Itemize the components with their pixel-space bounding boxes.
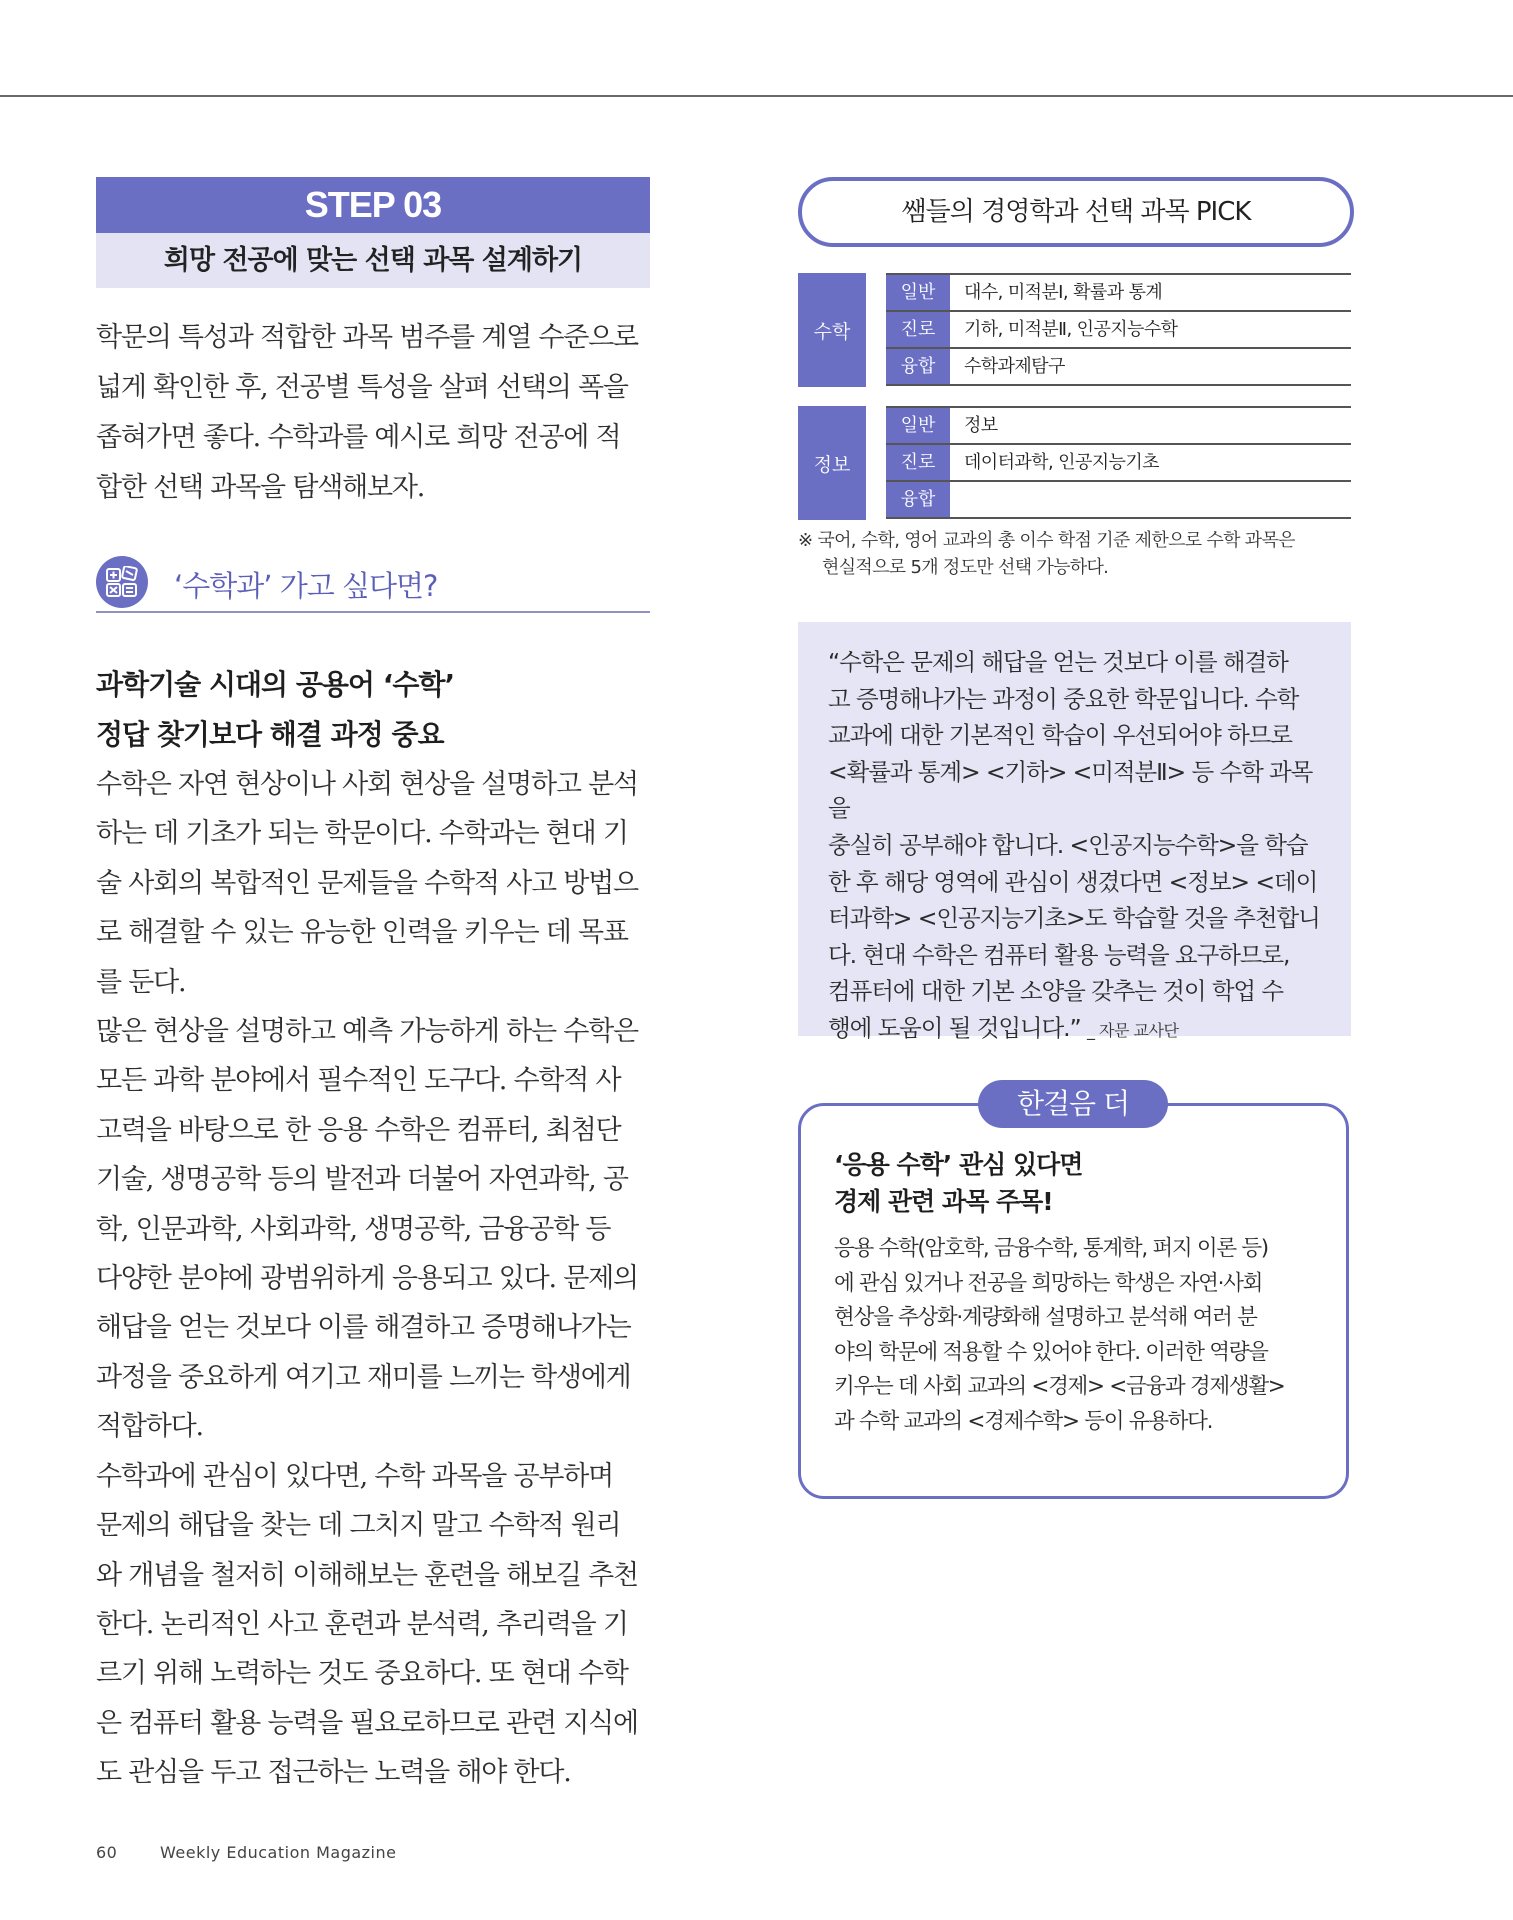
more-line: 과 수학 교과의 <경제수학> 등이 유용하다.	[834, 1408, 1213, 1434]
subject-courses: 데이터과학, 인공지능기초	[964, 452, 1159, 473]
more-line: 현상을 추상화·계량화해 설명하고 분석해 여러 분	[834, 1305, 1257, 1330]
body-line: 술 사회의 복합적인 문제들을 수학적 사고 방법으	[96, 867, 638, 899]
subject-courses: 정보	[964, 415, 998, 436]
pick-title: 쌤들의 경영학과 선택 과목 PICK	[798, 177, 1354, 247]
quote-last-line: 행에 도움이 될 것입니다.”	[828, 1013, 1081, 1042]
subject-row	[886, 349, 1351, 386]
quote-line: 다. 현대 수학은 컴퓨터 활용 능력을 요구하므로,	[828, 940, 1290, 969]
body-line: 와 개념을 철저히 이해해보는 훈련을 해보길 추천	[96, 1559, 638, 1591]
body-line: 적합하다.	[96, 1411, 203, 1443]
more-headline	[834, 1146, 1314, 1220]
intro-line: 학문의 특성과 적합한 과목 범주를 계열 수준으로	[96, 322, 638, 353]
body-line: 수학과에 관심이 있다면, 수학 과목을 공부하며	[96, 1460, 614, 1492]
quote-line: 교과에 대한 기본적인 학습이 우선되어야 하므로	[828, 721, 1292, 750]
top-rule	[0, 95, 1513, 97]
subject-category: 일반	[886, 275, 950, 310]
subject-category: 일반	[886, 408, 950, 443]
quote-line-last	[828, 1010, 1323, 1050]
body-line: 한다. 논리적인 사고 훈련과 분석력, 추리력을 기	[96, 1608, 628, 1640]
intro-line: 합한 선택 과목을 탐색해보자.	[96, 472, 425, 503]
intro-line: 좁혀가면 좋다. 수학과를 예시로 희망 전공에 적	[96, 422, 621, 453]
quote-line: “수학은 문제의 해답을 얻는 것보다 이를 해결하	[828, 648, 1288, 676]
subject-row	[886, 445, 1351, 482]
article-body	[96, 760, 650, 1798]
quote-text	[828, 644, 1323, 1050]
body-line: 학, 인문과학, 사회과학, 생명공학, 금융공학 등	[96, 1213, 611, 1245]
article-headline	[96, 660, 650, 760]
page-footer	[96, 1843, 396, 1862]
subject-courses: 수학과제탐구	[964, 356, 1065, 377]
subject-row	[886, 482, 1351, 519]
step-label: STEP 03	[96, 177, 650, 233]
subject-courses: 대수, 미적분Ⅰ, 확률과 통계	[964, 282, 1163, 303]
body-line: 로 해결할 수 있는 유능한 인력을 키우는 데 목표	[96, 917, 628, 949]
intro-line: 넓게 확인한 후, 전공별 특성을 살펴 선택의 폭을	[96, 372, 628, 403]
calculator-icon	[96, 556, 148, 608]
body-line: 해답을 얻는 것보다 이를 해결하고 증명해나가는	[96, 1312, 631, 1344]
subject-category: 융합	[886, 349, 950, 384]
section-title: ‘수학과’ 가고 싶다면?	[174, 569, 438, 603]
subject-category: 진로	[886, 445, 950, 480]
subject-category: 진로	[886, 312, 950, 347]
subject-name: 정보	[798, 406, 866, 520]
more-line: 응용 수학(암호학, 금융수학, 통계학, 퍼지 이론 등)	[834, 1236, 1268, 1261]
more-tab: 한걸음 더	[978, 1080, 1168, 1128]
more-line: 에 관심 있거나 전공을 희망하는 학생은 자연·사회	[834, 1270, 1263, 1296]
body-line: 르기 위해 노력하는 것도 중요하다. 또 현대 수학	[96, 1658, 628, 1690]
more-headline-2: 경제 관련 과목 주목!	[834, 1187, 1053, 1216]
quote-line: 고 증명해나가는 과정이 중요한 학문입니다. 수학	[828, 684, 1299, 713]
body-line: 도 관심을 두고 접근하는 노력을 해야 한다.	[96, 1757, 571, 1789]
quote-source: _ 자문 교사단	[1086, 1020, 1179, 1040]
body-line: 고력을 바탕으로 한 응용 수학은 컴퓨터, 최첨단	[96, 1114, 621, 1146]
section-heading	[96, 556, 650, 613]
magazine-name: Weekly Education Magazine	[160, 1843, 397, 1862]
subject-rows	[886, 273, 1351, 386]
subject-row	[886, 312, 1351, 349]
subject-courses: 기하, 미적분Ⅱ, 인공지능수학	[964, 319, 1178, 340]
quote-line: 컴퓨터에 대한 기본 소양을 갖추는 것이 학업 수	[828, 977, 1284, 1006]
body-line: 수학은 자연 현상이나 사회 현상을 설명하고 분석	[96, 769, 638, 800]
more-line: 야의 학문에 적용할 수 있어야 한다. 이러한 역량을	[834, 1339, 1268, 1365]
more-line: 키우는 데 사회 교과의 <경제> <금융과 경제생활>	[834, 1374, 1285, 1399]
quote-box	[798, 622, 1351, 1042]
subject-row	[886, 275, 1351, 312]
intro-paragraph	[96, 313, 650, 513]
body-line: 다양한 분야에 광범위하게 응용되고 있다. 문제의	[96, 1263, 638, 1295]
body-line: 모든 과학 분야에서 필수적인 도구다. 수학적 사	[96, 1065, 621, 1097]
body-line: 문제의 해답을 찾는 데 그치지 말고 수학적 원리	[96, 1510, 621, 1542]
step-title: 희망 전공에 맞는 선택 과목 설계하기	[96, 233, 650, 288]
note-line: 현실적으로 5개 정도만 선택 가능하다.	[822, 557, 1109, 578]
step-header	[96, 177, 650, 288]
subject-name: 수학	[798, 273, 866, 387]
body-line: 과정을 중요하게 여기고 재미를 느끼는 학생에게	[96, 1361, 631, 1393]
more-headline-1: ‘응용 수학’ 관심 있다면	[834, 1150, 1083, 1179]
pick-note	[798, 527, 1358, 581]
quote-line: 터과학> <인공지능기초>도 학습할 것을 추천합니	[828, 904, 1320, 933]
subject-group-math	[798, 273, 1351, 387]
quote-line: 한 후 해당 영역에 관심이 생겼다면 <정보> <데이	[828, 867, 1318, 896]
body-line: 기술, 생명공학 등의 발전과 더불어 자연과학, 공	[96, 1164, 628, 1196]
article-headline-1: 과학기술 시대의 공용어 ‘수학’	[96, 668, 455, 701]
subject-rows	[886, 406, 1351, 519]
quote-line: <확률과 통계> <기하> <미적분Ⅱ> 등 수학 과목을	[828, 757, 1313, 823]
subject-category: 융합	[886, 482, 950, 517]
page-number: 60	[96, 1843, 118, 1862]
article-headline-2: 정답 찾기보다 해결 과정 중요	[96, 718, 444, 751]
body-line: 많은 현상을 설명하고 예측 가능하게 하는 수학은	[96, 1016, 638, 1048]
body-line: 를 둔다.	[96, 966, 186, 998]
subject-courses	[950, 482, 1351, 517]
subject-row	[886, 408, 1351, 445]
note-line: ※ 국어, 수학, 영어 교과의 총 이수 학점 기준 제한으로 수학 과목은	[798, 530, 1295, 551]
body-line: 하는 데 기초가 되는 학문이다. 수학과는 현대 기	[96, 818, 628, 850]
body-line: 은 컴퓨터 활용 능력을 필요로하므로 관련 지식에	[96, 1707, 638, 1739]
subject-group-info	[798, 406, 1351, 520]
quote-line: 충실히 공부해야 합니다. <인공지능수학>을 학습	[828, 830, 1308, 859]
more-body	[834, 1232, 1324, 1439]
